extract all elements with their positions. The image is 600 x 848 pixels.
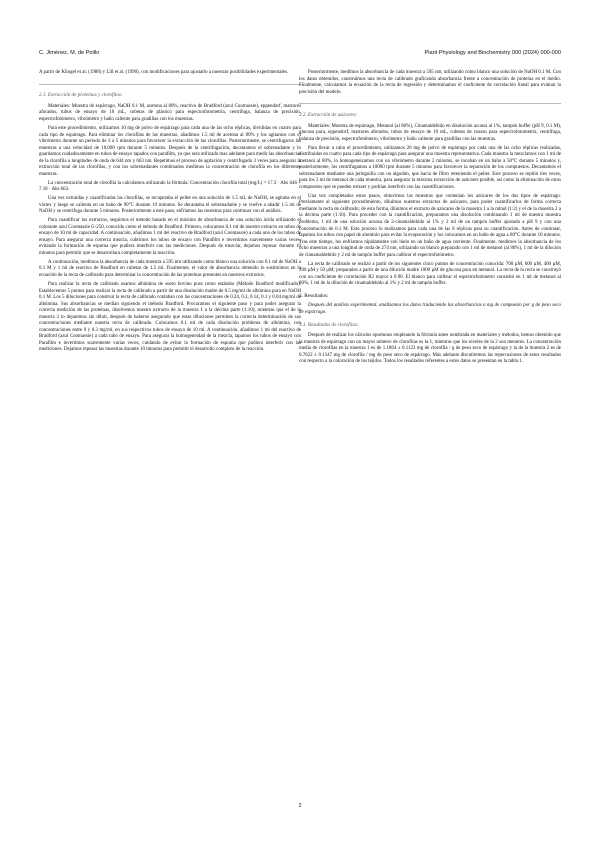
section-divider [39, 84, 301, 85]
regression-paragraph: Posteriormente, medimos la absorbancia de cada muestra a 595 nm, utilizando como blanco una solución de NaOH 0.1 M. Con los datos obtenidos, construimos una recta de calibrado graficando absorbancia frente a concentración de proteína en el medio. Finalmente, calculamos la ecuación de la recta de regresión y determinamos el coeficiente de correlación lineal para evaluar la precisión del modelo. [299, 70, 561, 95]
absorbance-paragraph: A continuación, medimos la absorbancia de cada muestra a 595 nm utilizando como blanco una solución con 0.1 ml de NaOH a 0.1 M y 1 ml de reactivo de Bradford en cubetas de 1.5 ml. Finalmente, el valor de absorbancia obtenido lo sustituimos en la ecuación de la recta de calibrado para determinar la concentración de las proteínas presentes en nuestros extractos. [39, 259, 301, 279]
sugar-calibration-paragraph: La recta de calibrado se realizó a partir de los siguientes cinco puntos de concentración conocida: 700 µM, 600 µM, 400 µM, 200 µM y 50 µM; preparados a partir de una dilución madre 1000 µM de glucosa pura en metanol. La recta de la recta se construyó con un coeficiente de correlación R2 mayor a 0.90. El blanco para calibrar el espectrofotómetro consistió en 1 ml de metanol al 80%, 1 ml de la dilución de cinamaldehído al 1% y 2 ml de tampón buffer. [299, 261, 561, 287]
materials-paragraph: Materiales: Muestra de espárrago, NaOH 0.1 M, acetona al 80%, reactivo de Bradford (azul Coomassie), eppendorf, matraces aforados, tubos de ensayo de 10 mL, cubetas de plástico para espectrofotometría, centrífuga, balanza de precisión, espectrofotómetro, vibrómetro y baño caliente para gradillas con los muestras. [39, 103, 301, 123]
section-heading-extraction-proteins: 2.1. Extracción de proteínas y clorofilas: [39, 92, 123, 99]
formula-paragraph: La concentración total de clorofila la calculamos utilizando la fórmula: Concentración clorofila total (mg/L) = 17.3 · Abs 646 + 7.18 · Abs 663. [39, 180, 301, 193]
sugar-quantification-paragraph: Una vez completados estos pasos, obtuvimos las muestras que contenían los azúcares de los dos tipos de espárrago. Previamente al siguiente procedimiento, diluimos nuestros extractos de azúcares, para poder cuantificarlos de forma correcta mediante la recta de calibrado; de esta forma, diluimos el extracto de azúcares de la muestra 1 a la mitad (1:2) y el de la muestra 2 a la décima parte (1:10). Para proceder con la cuantificación, preparamos una disolución combinando 1 ml de nuestra muestra problema, 1 ml de una solución acuosa de 2-cinamaldehído al 1% y 2 ml de un tampón buffer ajustado a pH 9 y con una concentración de 0.1 M. Esto proceso lo realizamos para cada una de las 8 réplicas para su cuantificación. Antes de continuar, tapamos los tubos con papel de aluminio para evitar la evaporación y los colocamos en un baño de agua a 80°C durante 10 minutos. Tras este tiempo, los enfriamos rápidamente con hielo en un baño de agua corriente. Finalmente, medimos la absorbancia de los ocho muestras a una longitud de onda de 274 nm, utilizando un blanco preparado con 1 ml de metanol (al 80%), 1 ml de la dilución de cinnamaldehído y 2 ml de tampón buffer para calibrar el espectrofotómetro. [299, 193, 561, 258]
running-header-journal: Plant Physiology and Biochemistry 000 (2024) 000-000 [424, 50, 561, 56]
sugar-procedure-paragraph: Para llevar a cabo el procedimiento, utilizamos 20 mg de polvo de espárrago por cada una de las ocho réplicas realizadas, distribuidas en cuatro para cada tipo de espárrago para asegurar una muestra representativa. Cada muestra la mezclamos con 1 ml de metanol al 80%, lo homogeneizamos con un vibrómetro durante 2 minutos, se incuban en un baño a 50°C durante 5 minutos y, posteriormente, los centrifugamos a 10000 rpm durante 5 minutos para favorecer la separación de los compuestos. Decantamos el sobrenadante mediante una jeringuilla con un algodón, que hacía de filtro reteniendo el pellet. Este proceso se repitió tres veces, para los 3 ml de metanol de cada muestra, para asegurar la máxima extracción de azúcares posible, así como la eliminación de otros compuestos que se pueden extraer y podrían interferir con las cuantificaciones. [299, 145, 561, 190]
sugar-materials-paragraph: Materiales: Muestra de espárrago, Metanol (al 80%), Cinamaldehído en disolución acuosa al 1%, tampón buffer (pH 9, 0.1 M), glucosa pura, eppendorf, matraces aforados, tubos de ensayo de 10 mL, cubetas de cuarzo para espectrofotometría, centrífuga, balanza de precisión, espectrofotómetro, vibrómetro y baño caliente para gradillas con las muestras. [299, 123, 561, 142]
pellet-paragraph: Una vez extraídas y cuantificadas las clorofilas, se recuperaba el pellet en una solución de 1.5 mL de NaOH, se agitaba en el vórtex y luego se calienta en un baño de 90°C durante 10 minutos. Se decantaba el sobrenadante y se vuelve a añadir 1.5 ml de NaOH y se centrifuga durante 5 minutos. Posteriormente a este paso, enfriamos las muestras para continuar con el análisis. [39, 196, 301, 215]
bradford-paragraph: Para cuantificar los extractos, seguimos el método basado en el máximo de absorbancia de una solución ácida utilizando el colorante azul Coomassie G-250, conocido como el método de Bradford. Primero, colocamos 0.1 ml de nuestro extracto en tubos de ensayo de 10 ml de capacidad. A continuación, añadimos 1 ml del reactivo de Bradford (azul Coomassie) a cada uno de los tubos de ensayo. Para asegurar una correcta mezcla, cubrimos los tubos de ensayo con Parafilm e invertimos suavemente varias veces, evitando la formación de espuma que pudiera interferir con las mediciones. Después de mezclar, dejamos reposar durante 10 minutos para permitir que se desarrollara completamente la reacción. [39, 218, 301, 256]
calibration-paragraph: Para realizar la recta de calibrado usamos albúmina de suero bovino pura como estándar (Método Bradford modificado). Establecemos 5 puntos para realizar la recta de calibrado a partir de una disolución madre de 0.5 mg/ml de albúmina pura en NaOH 0.1 M. Los 5 diluciones para construir la recta de calibrado contaban con las concentraciones de 0.24, 0.2, 0.14, 0.1 y 0.04 mg/ml de albúmina. Sus absorbancias se medían siguiendo el método Bradford. Procuramos el siguiente paso y para poder asegurar la correcta medición de las proteínas, disolvemos nuestro extracto de la muestra 1 a la décima parte (1:10), mientras que el de la muestra 2 lo dejaremos sin diluir, después de haberse asegurado que estas diluciones permiten la correcta determinación de sus concentraciones mediante nuestra recta de calibrado. Colocamos 0.1 ml de cada disolución problema de albúmina, con concentraciones entre 0 y 0.3 mg/ml, en sus respectivos tubos de ensayo de 10 ml. A continuación, añadimos 1 ml del reactivo de Bradford (azul Coomassie) a cada tubo de ensayo. Para asegurar la homogeneidad de la mezcla, tapamos los tubos de ensayo con Parafilm e invertimos suavemente varias veces, cuidando de evitar la formación de espuma que pudiera interferir con las mediciones. Dejamos reposar las muestras durante 10 minutos para permitir el desarrollo completo de la reacción. [39, 281, 301, 353]
running-header-authors: C. Jiménez, M. de Poillo [39, 50, 100, 56]
page-number: 2 [298, 803, 302, 809]
left-column [39, 70, 301, 356]
section-heading-results: 3. Resultados: [299, 292, 329, 299]
right-column [299, 70, 561, 368]
section-heading-chlorophyll-results: 3.1. Resultados de clorofilas: [299, 321, 359, 328]
procedure-paragraph: Para este procedimiento, utilizamos 10 mg de polvo de espárrago para cada una de las ocho réplicas, divididas en cuatro para cada tipo de espárrago. Para eliminar los clorofilas de las muestras, añadimos 1.5 ml de acetona al 80% y los agitamos con el vibrómetro durante un periodo de 3 a 5 minutos para favorecer la extracción de las clorofilas. Posteriormente, se centrifugaron las muestras a una velocidad de 10,000 rpm durante 5 minutos. Después de la centrifugación, decantamos el sobrenadante y lo guardamos cuidadosamente en tubos de ensayo tapados con parafilm, ya que sera utilizado mas adelante para medir las absorbancias de la clorofila a longitudes de onda de 644 nm y 663 nm. Repetimos el proceso de agitación y centrifugado 3 veces para asegurar la extracción total de las clorofilas, y con los sobrenadantes combinados medimos la concentración de clorofila en los diferentes muestras. [39, 125, 302, 177]
chlorophyll-results-paragraph: Después de realizar los cálculos oportunos empleando la fórmula antes nombrada en materiales y métodos, hemos obtenido que la muestra de espárrago con un mayor número de clorofilas es la 1, mientras que los niveles de la 2 son menores. La concentración media de clorofilas en la muestra 1 es de 1.1864 ± 0.1123 mg de clorofila / g de peso seco de espárrago y la de la muestra 2 es de 0.7622 ± 0.1347 mg de clorofila / mg de peso seco de espárrago. Más adelante discutiremos las repercusiones de estos resultados con respecto a la coloración de los tejidos. Todos los resultados referentes a estos datos se presentan en la tabla 1. [299, 333, 561, 365]
results-intro-paragraph: Después del análisis experimental, analizamos los datos traduciendo las absorbancias a mg de compuesto por g de peso seco de espárrago. [299, 303, 561, 316]
section-divider [299, 103, 561, 104]
intro-paragraph: A partir de Klingel et al. (1988) y Lill et al. (1990), con modificaciones para ajustarlo a nuestras posibilidades experimentales. [39, 70, 289, 75]
section-heading-extraction-sugars: 2.2. Extracción de azúcares: [299, 111, 358, 118]
